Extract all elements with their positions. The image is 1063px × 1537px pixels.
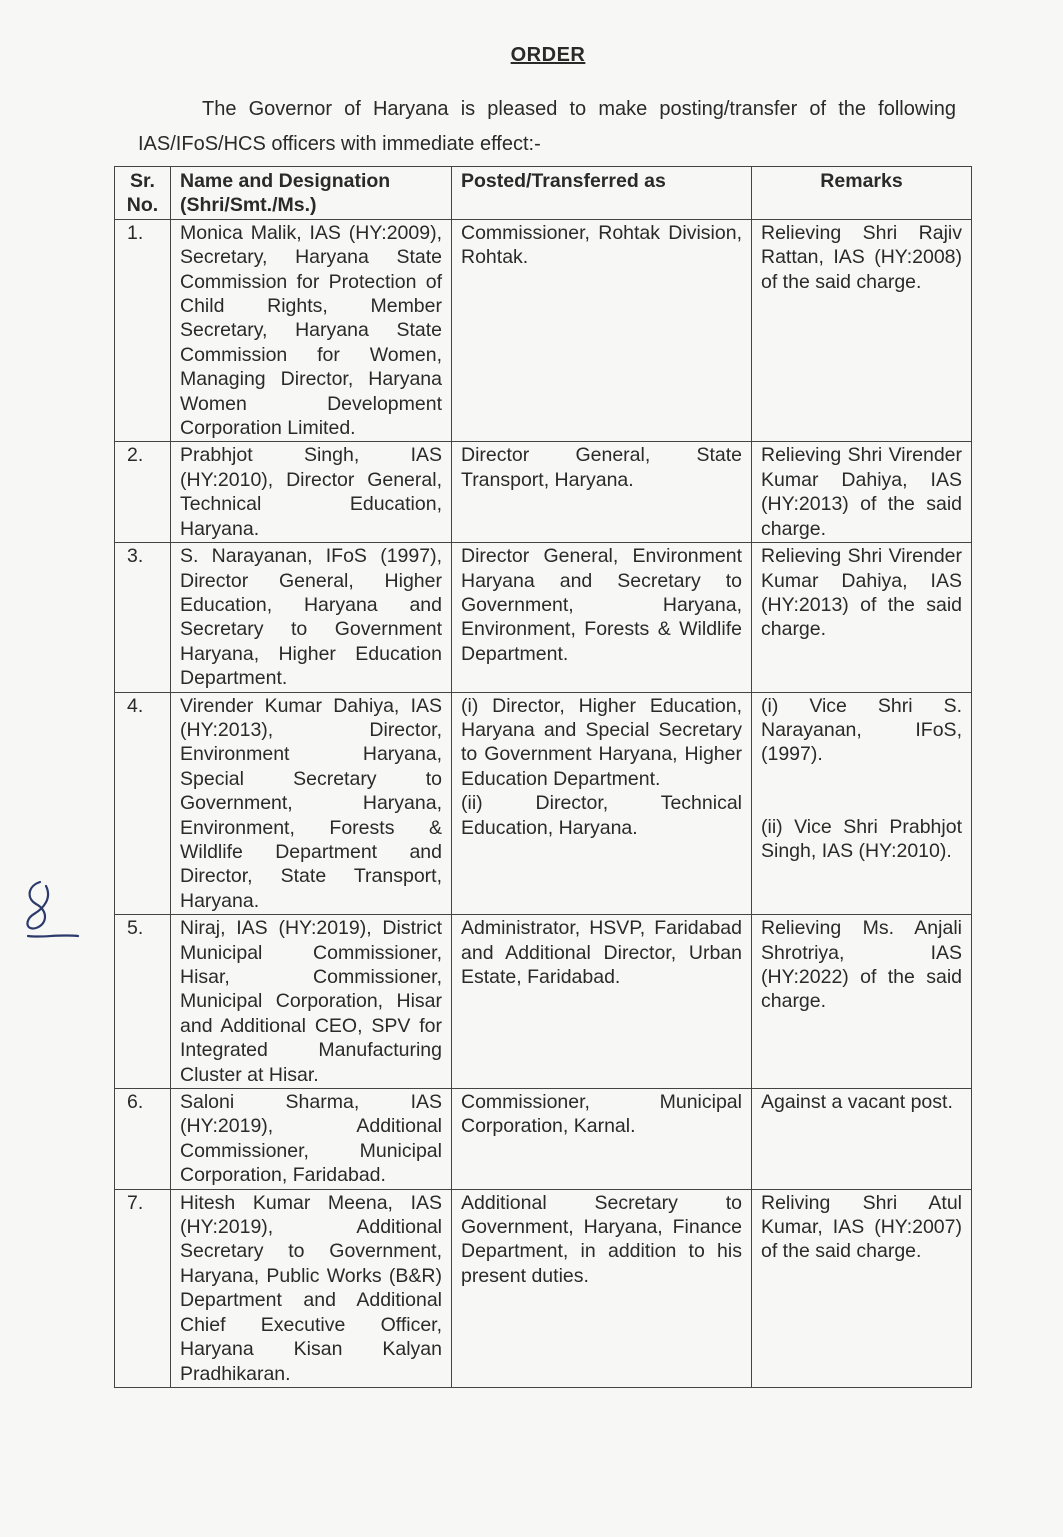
table-row	[115, 442, 972, 543]
row-name-designation: Saloni Sharma, IAS (HY:2019), Additional Commissioner, Municipal Corporation, Faridabad.	[171, 1089, 452, 1190]
row-name-designation: Virender Kumar Dahiya, IAS (HY:2013), Director, Environment Haryana, Special Secretary to Government, Haryana, Environment, Forests & Wildlife Department and Director, State Transport, Haryana.	[171, 692, 452, 915]
row-posted-as: Commissioner, Rohtak Division, Rohtak.	[452, 219, 752, 442]
transfer-table	[114, 166, 972, 1388]
row-posted-as: Additional Secretary to Government, Haryana, Finance Department, in addition to his present duties.	[452, 1189, 752, 1387]
row-remarks: Against a vacant post.	[752, 1089, 972, 1190]
remarks-part-1: (i) Vice Shri S. Narayanan, IFoS, (1997).	[761, 694, 962, 766]
posted-as-part-1: (i) Director, Higher Education, Haryana and Special Secretary to Government Haryana, Higher Education Department.	[461, 694, 742, 790]
row-remarks: Relieving Shri Virender Kumar Dahiya, IAS (HY:2013) of the said charge.	[752, 543, 972, 692]
table-row	[115, 915, 972, 1089]
row-posted-as: Administrator, HSVP, Faridabad and Additional Director, Urban Estate, Faridabad.	[452, 915, 752, 1089]
row-sr-no: 3.	[115, 543, 171, 692]
intro-paragraph: The Governor of Haryana is pleased to make posting/transfer of the following IAS/IFoS/HCS officers with immediate effect:-	[138, 98, 956, 155]
header-name-designation: Name and Designation (Shri/Smt./Ms.)	[171, 167, 452, 220]
row-name-designation: Prabhjot Singh, IAS (HY:2010), Director General, Technical Education, Haryana.	[171, 442, 452, 543]
row-remarks: Relieving Shri Rajiv Rattan, IAS (HY:2008) of the said charge.	[752, 219, 972, 442]
header-remarks: Remarks	[752, 167, 972, 220]
table-row	[115, 219, 972, 442]
row-sr-no: 2.	[115, 442, 171, 543]
row-posted-as	[452, 692, 752, 915]
row-sr-no: 5.	[115, 915, 171, 1089]
row-posted-as: Director General, State Transport, Haryana.	[452, 442, 752, 543]
row-remarks: Relieving Ms. Anjali Shrotriya, IAS (HY:2022) of the said charge.	[752, 915, 972, 1089]
row-remarks: Relieving Shri Virender Kumar Dahiya, IAS (HY:2013) of the said charge.	[752, 442, 972, 543]
row-posted-as: Commissioner, Municipal Corporation, Karnal.	[452, 1089, 752, 1190]
header-posted-as: Posted/Transferred as	[452, 167, 752, 220]
row-posted-as: Director General, Environment Haryana and Secretary to Government, Haryana, Environment, Forests & Wildlife Department.	[452, 543, 752, 692]
row-sr-no: 4.	[115, 692, 171, 915]
handwritten-initials	[18, 876, 82, 948]
row-name-designation: Hitesh Kumar Meena, IAS (HY:2019), Additional Secretary to Government, Haryana, Public Works (B&R) Department and Additional Chief Executive Officer, Haryana Kisan Kalyan Pradhikaran.	[171, 1189, 452, 1387]
table-row	[115, 692, 972, 915]
row-sr-no: 7.	[115, 1189, 171, 1387]
row-name-designation: S. Narayanan, IFoS (1997), Director General, Higher Education, Haryana and Secretary to Government Haryana, Higher Education Department.	[171, 543, 452, 692]
row-name-designation: Niraj, IAS (HY:2019), District Municipal Commissioner, Hisar, Commissioner, Municipal Corporation, Hisar and Additional CEO, SPV for Integrated Manufacturing Cluster at Hisar.	[171, 915, 452, 1089]
remarks-spacer	[761, 767, 962, 815]
row-sr-no: 1.	[115, 219, 171, 442]
row-remarks: Reliving Shri Atul Kumar, IAS (HY:2007) of the said charge.	[752, 1189, 972, 1387]
table-row	[115, 543, 972, 692]
table-row	[115, 1189, 972, 1387]
row-sr-no: 6.	[115, 1089, 171, 1190]
row-remarks	[752, 692, 972, 915]
row-name-designation: Monica Malik, IAS (HY:2009), Secretary, Haryana State Commission for Protection of Child Rights, Member Secretary, Haryana State Commission for Women, Managing Director, Haryana Women Development Corporation Limited.	[171, 219, 452, 442]
remarks-part-2: (ii) Vice Shri Prabhjot Singh, IAS (HY:2010).	[761, 815, 962, 863]
table-row	[115, 1089, 972, 1190]
posted-as-part-2: (ii) Director, Technical Education, Haryana.	[461, 792, 742, 839]
table-header-row	[115, 167, 972, 220]
order-heading: ORDER	[510, 44, 586, 66]
header-sr-no: Sr. No.	[115, 167, 171, 220]
